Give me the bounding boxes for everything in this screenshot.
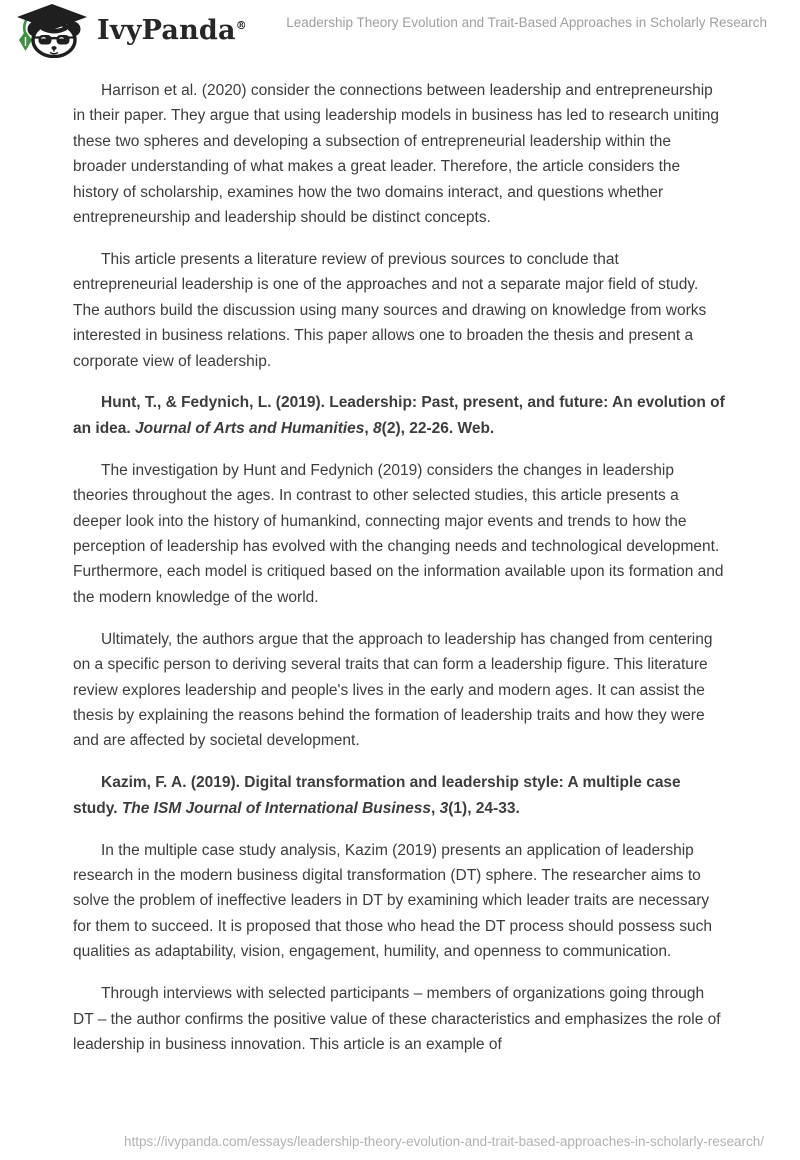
page-footer [124, 1134, 764, 1149]
brand-name [97, 15, 247, 46]
source-url[interactable]: https://ivypanda.com/essays/leadership-theory-evolution-and-trait-based-approaches-in-scholarly-research/ [123, 1134, 764, 1149]
paragraph-harrison-review: This article presents a literature review of previous sources to conclude that entrepreneurial leadership is one of the approaches and not a separate major field of study. The authors build the discussion using many sources and drawing on knowledge from works interested in business relations. This paper allows one to broaden the thesis and present a corporate view of leadership. [73, 250, 707, 370]
paragraph-hunt-summary: The investigation by Hunt and Fedynich (2019) considers the changes in leadership theories throughout the ages. In contrast to other selected studies, this article presents a deeper look into the history of humankind, connecting major events and trends to how the perception of leadership has evolved with the changing needs and technological development. Furthermore, each model is critiqued based on the information available upon its formation and the modern knowledge of the world. [73, 461, 724, 606]
reference-separator: , [431, 799, 440, 817]
page-header [0, 0, 800, 58]
document-title: Leadership Theory Evolution and Trait-Based Approaches in Scholarly Research [286, 15, 767, 30]
paragraph-kazim-summary: In the multiple case study analysis, Kazim (2019) presents an application of leadership research in the modern business digital transformation (DT) sphere. The researcher aims to solve the problem of ineffective leaders in DT by examining which leader traits are necessary for them to succeed. It is proposed that those who head the DT process should possess such qualities as adaptability, vision, engagement, humility, and openness to communication. [73, 841, 713, 961]
panda-graduate-icon [14, 4, 90, 58]
journal-title: The ISM Journal of International Business [121, 799, 431, 817]
reference-kazim [73, 770, 725, 821]
reference-text: Hunt, T., & Fedynich, L. (2019). Leadership: Past, present, and future: An evolution of an idea. [73, 394, 725, 437]
brand-text: IvyPanda [97, 15, 236, 46]
journal-volume: 8 [373, 419, 382, 437]
reference-text: Kazim, F. A. (2019). Digital transformation and leadership style: A multiple case study. [73, 774, 681, 817]
registered-mark: ® [235, 19, 247, 32]
journal-volume: 3 [439, 799, 449, 817]
journal-title: Journal of Arts and Humanities [135, 419, 365, 437]
reference-separator: , [364, 419, 374, 437]
reference-pages: (2), 22-26. Web. [381, 419, 495, 437]
essay-body [0, 58, 800, 1057]
reference-pages: (1), 24-33. [448, 799, 520, 817]
reference-hunt-fedynich [73, 390, 725, 441]
ivypanda-logo[interactable] [14, 4, 247, 58]
paragraph-kazim-interviews: Through interviews with selected participants – members of organizations going through DT – the author confirms the positive value of these characteristics and emphasizes the role of leadership in business innovation. This article is an example of [73, 985, 721, 1053]
paragraph-hunt-conclusion: Ultimately, the authors argue that the approach to leadership has changed from centering on a specific person to deriving several traits that can form a leadership figure. This literature review explores leadership and people's lives in the early and modern ages. It can assist the thesis by explaining the reasons behind the formation of leadership traits and how they were and are affected by societal development. [73, 630, 713, 750]
paragraph-harrison-summary: Harrison et al. (2020) consider the connections between leadership and entrepreneurship in their paper. They argue that using leadership models in business has led to research uniting these two spheres and developing a subsection of entrepreneurial leadership within the broader understanding of what makes a great leader. Therefore, the article considers the history of scholarship, examines how the two domains interact, and questions whether entrepreneurship and leadership should be distinct concepts. [73, 82, 719, 227]
